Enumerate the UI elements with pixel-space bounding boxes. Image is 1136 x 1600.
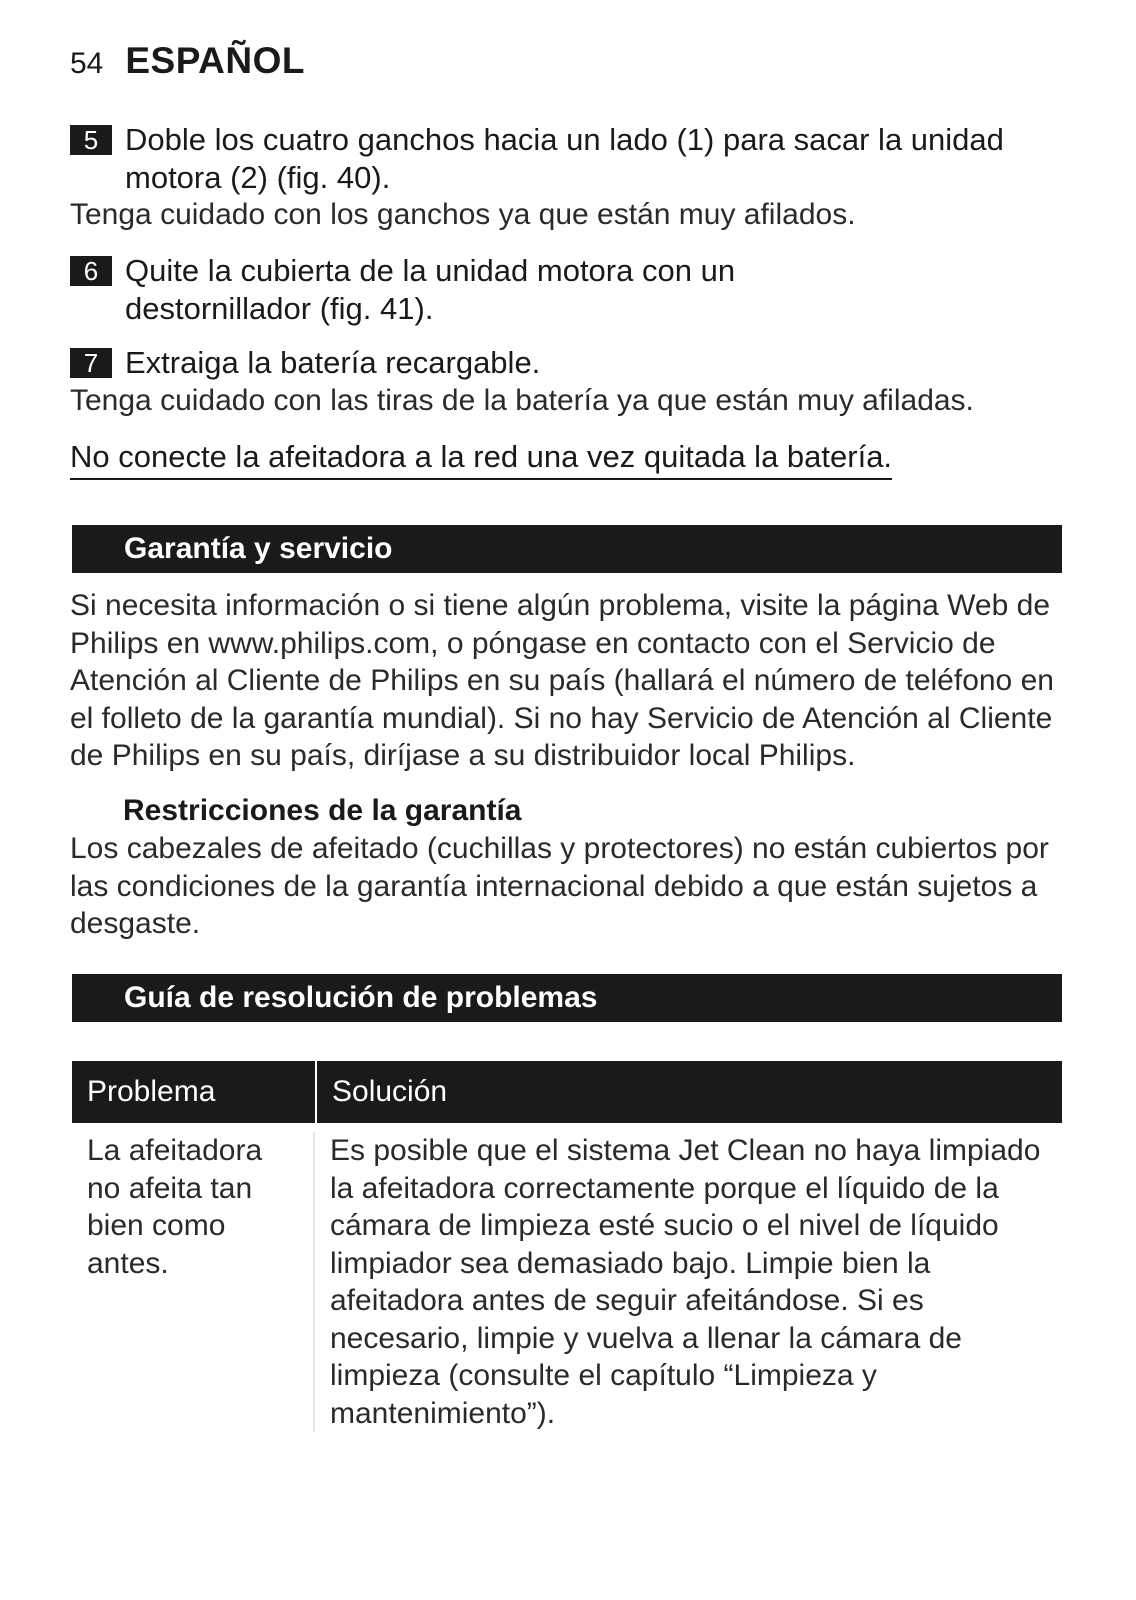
step-number-badge: 5: [70, 125, 112, 155]
step-number-badge: 7: [70, 348, 112, 378]
step-6: [70, 252, 1070, 328]
note-hooks: Tenga cuidado con los ganchos ya que están muy afilados.: [70, 198, 856, 231]
step-number-badge: 6: [70, 256, 112, 286]
step-text: Extraiga la batería recargable.: [125, 345, 541, 380]
page-header: [70, 40, 305, 82]
restrictions-body: Los cabezales de afeitado (cuchillas y protectores) no están cubiertos por las condiciones de la garantía internacional debido a que están sujetos a desgaste.: [70, 832, 1049, 940]
warning-text: No conecte la afeitadora a la red una vez quitada la batería.: [70, 438, 892, 480]
step-7: [70, 344, 1070, 382]
step-text: Quite la cubierta de la unidad motora con un destornillador (fig. 41).: [125, 253, 736, 326]
page-number: 54: [70, 47, 104, 80]
table-row: [72, 1123, 1062, 1432]
troubleshooting-table: [72, 1061, 1062, 1432]
table-header: [72, 1061, 1062, 1123]
section-title-warranty: Garantía y servicio: [72, 525, 1062, 573]
column-header-problem: Problema: [87, 1075, 216, 1108]
note-battery-strips: Tenga cuidado con las tiras de la batería ya que están muy afiladas.: [70, 384, 974, 417]
step-5: [70, 121, 1070, 197]
column-header-solution: Solución: [315, 1061, 1062, 1123]
page-language: ESPAÑOL: [125, 40, 305, 81]
section-title-troubleshooting: Guía de resolución de problemas: [72, 974, 1062, 1022]
solution-cell: Es posible que el sistema Jet Clean no haya limpiado la afeitadora correctamente porque el líquido de la cámara de limpieza esté sucio o el nivel de líquido limpiador sea demasiado bajo. Limpie bien la afeitadora antes de seguir afeitándose. Si es necesario, limpie y vuelva a llenar la cámara de limpieza (consulte el capítulo “Limpieza y mantenimiento”).: [330, 1134, 1041, 1430]
restrictions-title: Restricciones de la garantía: [123, 794, 522, 827]
warranty-body: Si necesita información o si tiene algún problema, visite la página Web de Philips en www.philips.com, o póngase en contacto con el Servicio de Atención al Cliente de Philips en su país (hallará el número de teléfono en el folleto de la garantía mundial). Si no hay Servicio de Atención al Cliente de Philips en su país, diríjase a su distribuidor local Philips.: [70, 589, 1054, 772]
problem-cell: La afeitadora no afeita tan bien como antes.: [72, 1132, 315, 1432]
step-text: Doble los cuatro ganchos hacia un lado (1) para sacar la unidad motora (2) (fig. 40).: [125, 122, 1004, 195]
